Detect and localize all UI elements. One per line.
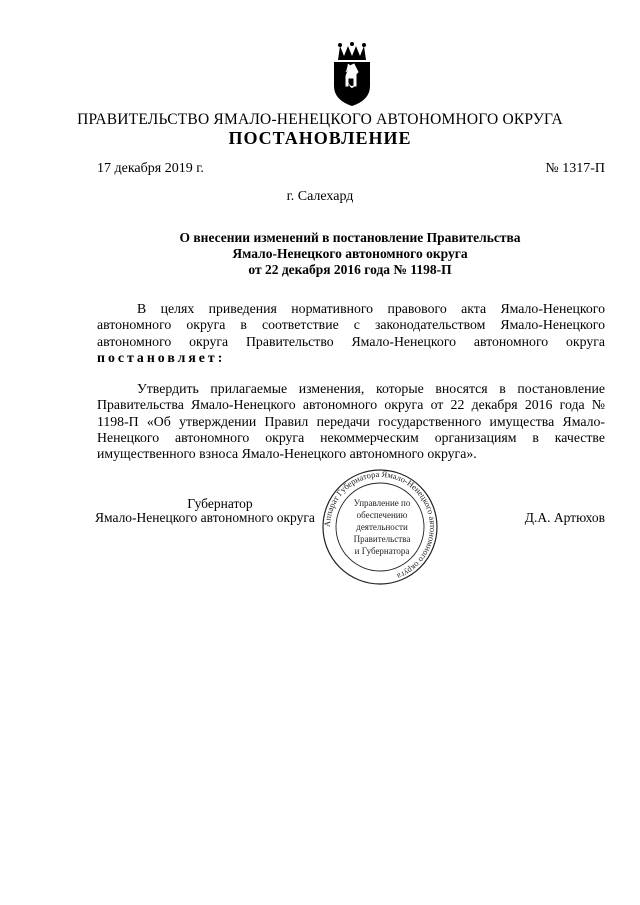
city: г. Салехард (286, 189, 354, 204)
document-number: № 1317-П (545, 161, 605, 176)
title-line-3: от 22 декабря 2016 года № 1198-П (248, 262, 452, 277)
signer-title: Губернатор (187, 496, 253, 511)
stamp-line-3: деятельности (356, 522, 408, 532)
document-type: ПОСТАНОВЛЕНИЕ (228, 128, 412, 148)
coat-of-arms-icon (326, 42, 378, 108)
signer-region: Ямало-Ненецкого автономного округа (95, 510, 315, 525)
document-title (100, 230, 600, 278)
organization-name: ПРАВИТЕЛЬСТВО ЯМАЛО-НЕНЕЦКОГО АВТОНОМНОГО ОКРУГА (77, 111, 563, 128)
stamp-line-2: обеспечению (356, 510, 408, 520)
document-date: 17 декабря 2019 г. (97, 161, 204, 176)
preamble-paragraph (97, 301, 605, 366)
official-stamp (318, 468, 442, 586)
stamp-ring-text: Аппарат Губернатора Ямало-Ненецкого автономного округа (321, 468, 439, 582)
signer-name: Д.А. Артюхов (524, 510, 605, 525)
stamp-line-1: Управление по (353, 498, 411, 508)
resolution-paragraph: Утвердить прилагаемые изменения, которые вносятся в постановление Правительства Ямало-Ненецкого автономного округа от 22 декабря 2016 года № 1198-П «Об утверждении Правил передачи государственного имущества Ямало-Ненецкого автономного округа некоммерческим организациям в качестве имущественного взноса Ямало-Ненецкого автономного округа». (97, 381, 605, 462)
resolves-word: постановляет: (97, 349, 226, 365)
title-line-2: Ямало-Ненецкого автономного округа (232, 246, 468, 261)
preamble-text: В целях приведения нормативного правового акта Ямало-Ненецкого автономного округа в соответствие с законодательством Ямало-Ненецкого автономного округа Правительство Ямало-Ненецкого автономного округа (97, 301, 605, 349)
stamp-line-5: и Губернатора (354, 546, 410, 556)
stamp-line-4: Правительства (353, 534, 411, 544)
title-line-1: О внесении изменений в постановление Правительства (179, 230, 521, 245)
